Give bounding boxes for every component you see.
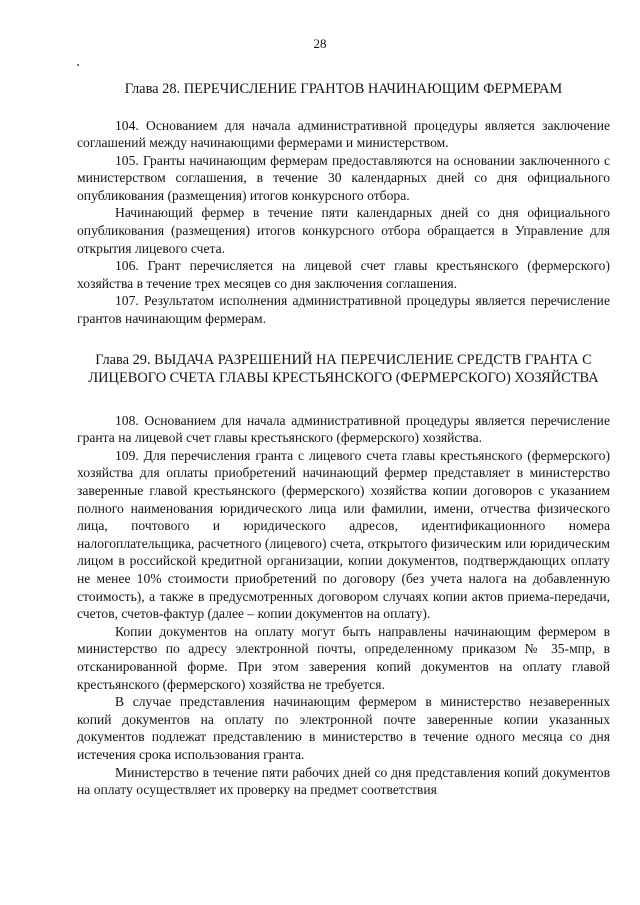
paragraph-107: 107. Результатом исполнения административной процедуры является перечисление грантов начинающим фермерам. bbox=[77, 293, 610, 327]
paragraph-payment-docs-email: Копии документов на оплату могут быть направлены начинающим фермером в министерство по адресу электронной почты, определенному приказом № 35-мпр, в отсканированной форме. При этом заверения копий документов на оплату главой крестьянского (фермерского) хозяйства не требуется. bbox=[77, 623, 610, 692]
paragraph-105-continued: Начинающий фермер в течение пяти календарных дней со дня официального опубликования (размещения) итогов конкурсного отбора обращается в Управление для открытия лицевого счета. bbox=[77, 205, 610, 256]
paragraph-106: 106. Грант перечисляется на лицевой счет главы крестьянского (фермерского) хозяйства в течение трех месяцев со дня заключения соглашения. bbox=[77, 258, 610, 291]
paragraph-unverified-copies: В случае представления начинающим фермером в министерство незаверенных копий документов на оплату по электронной почте заверенные копии указанных документов подлежат представлению в министерство в течение одного месяца со дня истечения срока использования гранта. bbox=[77, 694, 610, 762]
paragraph-109: 109. Для перечисления гранта с лицевого счета главы крестьянского (фермерского) хозяйства для оплаты приобретений начинающий фермер представляет в министерство заверенные главой крестьянского (фермерского) хозяйства копии договоров с указанием полного наименования юридического лица или фамилии, имени, отчества физического лица, почтового и юридического адресов, идентификационного номера налогоплательщика, расчетного (лицевого) счета, открытого физическим или юридическим лицом в российской кредитной организации, копии документов, подтверждающих оплату не менее 10% стоимости приобретений по договору (без учета налога на добавленную стоимость), а также в предусмотренных договором случаях копии актов приема-передачи, счетов, счетов-фактур (далее – копии документов на оплату). bbox=[77, 447, 610, 622]
scan-speck bbox=[77, 64, 79, 66]
chapter-29-title: Глава 29. ВЫДАЧА РАЗРЕШЕНИЙ НА ПЕРЕЧИСЛЕНИЕ СРЕДСТВ ГРАНТА С ЛИЦЕВОГО СЧЕТА ГЛАВЫ КРЕСТЬЯНСКОГО (ФЕРМЕРСКОГО) ХОЗЯЙСТВА bbox=[88, 351, 599, 387]
paragraph-ministry-review: Министерство в течение пяти рабочих дней со дня представления копий документов на оплату осуществляет их проверку на предмет соответствия bbox=[77, 764, 610, 798]
document-body bbox=[77, 80, 610, 799]
page-number: 28 bbox=[313, 36, 327, 51]
paragraph-104: 104. Основанием для начала административной процедуры является заключение соглашений между начинающими фермерами и министерством. bbox=[77, 117, 610, 151]
chapter-28-title: Глава 28. ПЕРЕЧИСЛЕНИЕ ГРАНТОВ НАЧИНАЮЩИМ ФЕРМЕРАМ bbox=[124, 81, 563, 97]
paragraph-108: 108. Основанием для начала административной процедуры является перечисление гранта на лицевой счет главы крестьянского (фермерского) хозяйства. bbox=[77, 412, 610, 446]
paragraph-105: 105. Гранты начинающим фермерам предоставляются на основании заключенного с министерством соглашения, в течение 30 календарных дней со дня официального опубликования (размещения) итогов конкурсного отбора. bbox=[77, 152, 610, 203]
